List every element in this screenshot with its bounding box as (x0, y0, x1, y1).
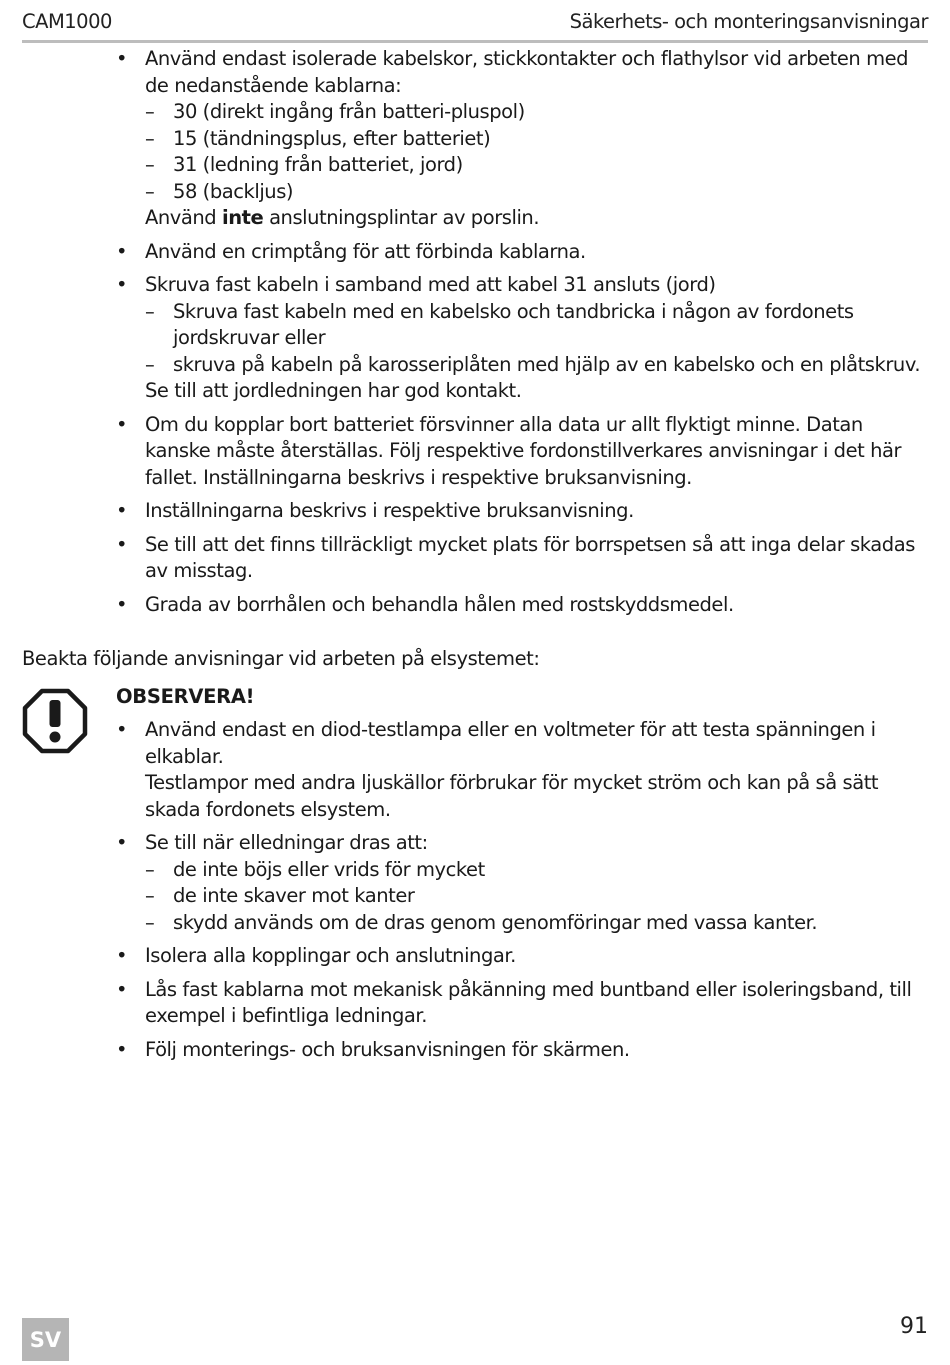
note-text: Använd (145, 206, 217, 229)
dash: – (145, 100, 155, 123)
sub-item (145, 910, 928, 937)
item-text: Isolera alla kopplingar och anslutningar. (145, 944, 516, 967)
item-note: Testlampor med andra ljuskällor förbrukar för mycket ström och kan på så sätt skada fordonets elsystem. (145, 771, 879, 821)
item-text: Följ monterings- och bruksanvisningen för skärmen. (145, 1037, 630, 1061)
sub-item (145, 299, 928, 352)
dash: – (145, 884, 155, 907)
sub-item (145, 352, 928, 379)
item-text: Se till när elledningar dras att: (145, 831, 428, 854)
bullet: • (116, 831, 128, 854)
dash: – (145, 352, 155, 376)
dash: – (145, 299, 155, 323)
list-item (116, 46, 928, 232)
item-text: Skruva fast kabeln i samband med att kabel 31 ansluts (jord) (145, 273, 716, 296)
product-name: CAM1000 (22, 10, 112, 33)
section-title: Säkerhets- och monteringsanvisningar (569, 10, 928, 33)
bullet: • (116, 499, 128, 522)
list-item (116, 498, 928, 525)
sub-item-text: skruva på kabeln på karosseriplåten med hjälp av en kabelsko och en plåtskruv. (173, 352, 921, 376)
bullet: • (116, 239, 128, 263)
bullet: • (116, 412, 128, 436)
language-badge: SV (22, 1318, 69, 1361)
list-item (116, 592, 928, 619)
page-number: 91 (900, 1314, 928, 1339)
list-item (116, 272, 928, 405)
item-text: Använd endast isolerade kabelskor, stickkontakter och flathylsor vid arbeten med de nedanstående kablarna: (145, 47, 909, 97)
item-text: Om du kopplar bort batteriet försvinner alla data ur allt flyktigt minne. Datan kanske måste återställas. Följ respektive fordonstillverkares anvisningar i det här fallet. Inställningarna beskrivs i respektive bruksanvisning. (145, 412, 902, 489)
dash: – (145, 153, 155, 176)
notice-title: OBSERVERA! (116, 685, 255, 708)
installation-list (116, 46, 928, 625)
bullet: • (116, 273, 128, 296)
sub-item-text: skydd används om de dras genom genomföringar med vassa kanter. (173, 910, 818, 934)
bullet: • (116, 532, 128, 556)
sub-item-text: 31 (ledning från batteriet, jord) (173, 153, 463, 176)
dash: – (145, 910, 155, 934)
sub-item-text: Skruva fast kabeln med en kabelsko och tandbricka i någon av fordonets jordskruvar eller (173, 299, 854, 349)
list-item (116, 977, 928, 1030)
sub-list (145, 299, 928, 379)
dash: – (145, 179, 155, 203)
sub-item-text: 30 (direkt ingång från batteri-pluspol) (173, 100, 525, 123)
electrical-intro: Beakta följande anvisningar vid arbeten på elsystemet: (22, 647, 540, 670)
bullet: • (116, 47, 128, 70)
bullet: • (116, 977, 128, 1001)
list-item (116, 943, 928, 970)
sub-item (145, 179, 928, 206)
dash: – (145, 126, 155, 150)
list-item (116, 717, 928, 823)
note-text: anslutningsplintar av porslin. (269, 206, 540, 229)
bullet: • (116, 592, 128, 616)
sub-item-text: 58 (backljus) (173, 179, 294, 203)
sub-item (145, 883, 928, 910)
item-text: Grada av borrhålen och behandla hålen med rostskyddsmedel. (145, 592, 734, 616)
item-text: Använd en crimptång för att förbinda kablarna. (145, 239, 586, 263)
item-text: Se till att det finns tillräckligt mycket plats för borrspetsen så att inga delar skadas av misstag. (145, 532, 915, 582)
item-note: Se till att jordledningen har god kontakt. (145, 379, 522, 402)
exclamation-octagon-icon (22, 688, 88, 754)
list-item (116, 412, 928, 492)
item-text: Lås fast kablarna mot mekanisk påkänning med buntband eller isoleringsband, till exempel i befintliga ledningar. (145, 977, 912, 1027)
sub-item-text: 15 (tändningsplus, efter batteriet) (173, 126, 491, 150)
sub-list (145, 857, 928, 937)
sub-item (145, 857, 928, 884)
item-text: Inställningarna beskrivs i respektive bruksanvisning. (145, 499, 634, 522)
sub-item (145, 99, 928, 126)
page-header (22, 8, 928, 43)
list-item (116, 830, 928, 936)
dash: – (145, 857, 155, 881)
sub-item-text: de inte böjs eller vrids för mycket (173, 857, 485, 881)
list-item (116, 1037, 928, 1064)
item-note (145, 205, 928, 232)
notice-list (116, 717, 928, 1070)
bullet: • (116, 1037, 128, 1061)
emphasis-text: inte (221, 206, 264, 229)
bullet: • (116, 718, 128, 741)
bullet: • (116, 944, 128, 967)
sub-list (145, 99, 928, 205)
sub-item (145, 126, 928, 153)
sub-item (145, 152, 928, 179)
item-text: Använd endast en diod-testlampa eller en voltmeter för att testa spänningen i elkablar. (145, 718, 876, 768)
list-item (116, 532, 928, 585)
sub-item-text: de inte skaver mot kanter (173, 884, 415, 907)
list-item (116, 239, 928, 266)
